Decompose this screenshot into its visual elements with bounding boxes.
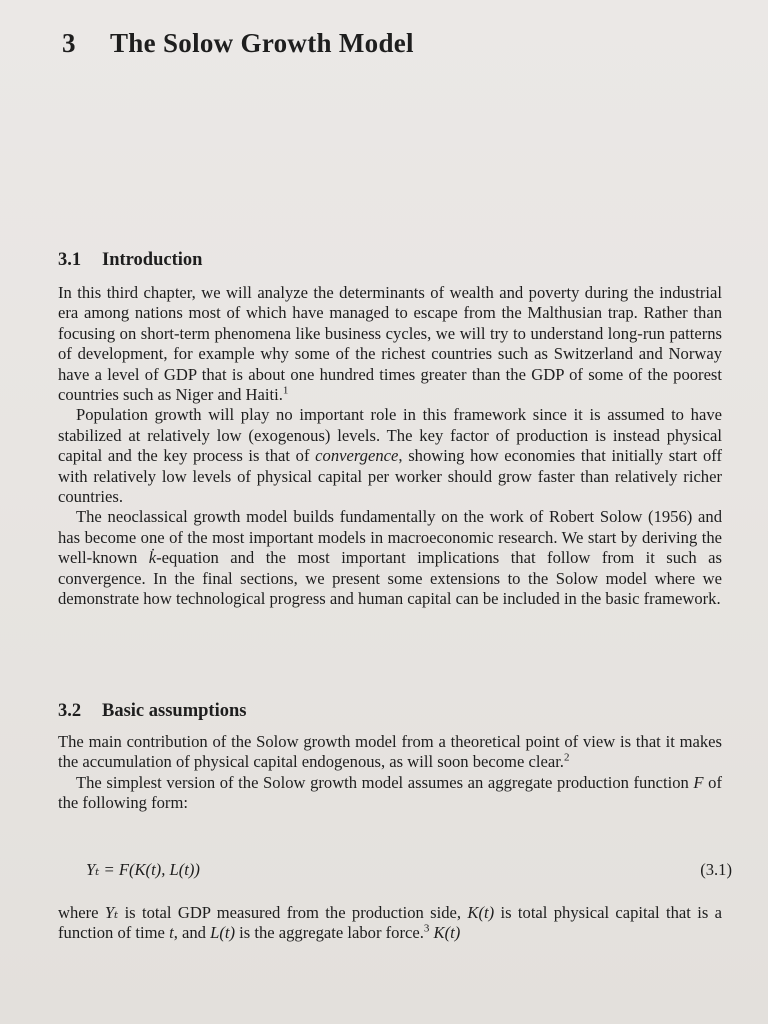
paragraph-text: , and xyxy=(173,923,211,943)
intro-paragraph-3 xyxy=(58,507,722,609)
section-title: Introduction xyxy=(102,250,203,270)
symbol-Lt: L(t) xyxy=(210,923,235,943)
footnote-marker-2: 2 xyxy=(563,751,570,764)
section-heading-basic-assumptions xyxy=(58,701,246,722)
paragraph-text: The main contribution of the Solow growth model from a theoretical point of view is that it makes the accumulation of physical capital endogenous, as will soon become clear. xyxy=(58,732,722,772)
basic-paragraph-2 xyxy=(58,773,722,814)
paragraph-text: is total GDP measured from the production side, xyxy=(118,903,468,922)
emphasis-convergence: convergence xyxy=(315,446,399,466)
intro-paragraph-2 xyxy=(58,405,722,507)
footnote-marker-1: 1 xyxy=(282,384,289,397)
section-title: Basic assumptions xyxy=(102,701,247,721)
introduction-body xyxy=(58,283,722,610)
section-number: 3.2 xyxy=(58,701,82,721)
symbol-F: F xyxy=(693,772,704,792)
basic-assumptions-body xyxy=(58,732,722,814)
paragraph-text: , showing how economies that initially start off with relatively low levels of physical capital per worker should grow faster than relatively richer countries. xyxy=(58,446,722,507)
equation-3-1 xyxy=(86,860,732,880)
paragraph-text: is total physical capital that is a function of time xyxy=(58,903,722,943)
equation-number: (3.1) xyxy=(700,860,732,879)
section-number: 3.1 xyxy=(58,250,82,270)
paragraph-text: is the aggregate labor force. xyxy=(234,923,424,943)
chapter-number: 3 xyxy=(62,28,76,58)
paragraph-text: In this third chapter, we will analyze the determinants of wealth and poverty during the industrial era among nations most of which have managed to escape from the Malthusian trap. Rather than focusing on short-term phenomena like business cycles, we will try to understand long-run patterns of development, for example why some of the richest countries such as Switzerland and Norway have a level of GDP that is about one hundred times greater than the GDP of some of the poorest countries such as Niger and Haiti. xyxy=(58,283,722,405)
section-heading-introduction xyxy=(58,250,202,271)
symbol-t: t xyxy=(169,923,174,943)
k-dot-symbol: k̇ xyxy=(148,548,157,568)
chapter-title: The Solow Growth Model xyxy=(110,28,414,58)
intro-paragraph-1 xyxy=(58,283,722,405)
paragraph-text: Population growth will play no important role in this framework since it is assumed to have stabilized at relatively low (exogenous) levels. The key factor of production is instead physical capital and the key process is that of xyxy=(58,405,722,466)
equation-expression: Yₜ = F(K(t), L(t)) xyxy=(86,860,200,879)
paragraph-text: The simplest version of the Solow growth model assumes an aggregate production function xyxy=(76,772,694,792)
paragraph-text: -equation and the most important implications that follow from it such as convergence. In the final sections, we present some extensions to the Solow model where we demonstrate how technological progress and human capital can be included in the basic framework. xyxy=(58,548,722,609)
basic-assumptions-continued xyxy=(58,903,722,944)
basic-paragraph-1 xyxy=(58,732,722,773)
paragraph-text: of the following form: xyxy=(58,772,722,813)
symbol-Yt: Yₜ xyxy=(104,903,119,922)
paragraph-text: where xyxy=(58,903,105,922)
basic-paragraph-3 xyxy=(58,903,722,944)
symbol-Kt: K(t) xyxy=(467,903,495,922)
paragraph-text: The neoclassical growth model builds fundamentally on the work of Robert Solow (1956) and has become one of the most important models in macroeconomic research. We start by deriving the well-known xyxy=(58,507,722,568)
chapter-heading xyxy=(62,28,414,59)
symbol-Kt: K(t) xyxy=(433,923,461,943)
footnote-marker-3: 3 xyxy=(423,922,430,935)
